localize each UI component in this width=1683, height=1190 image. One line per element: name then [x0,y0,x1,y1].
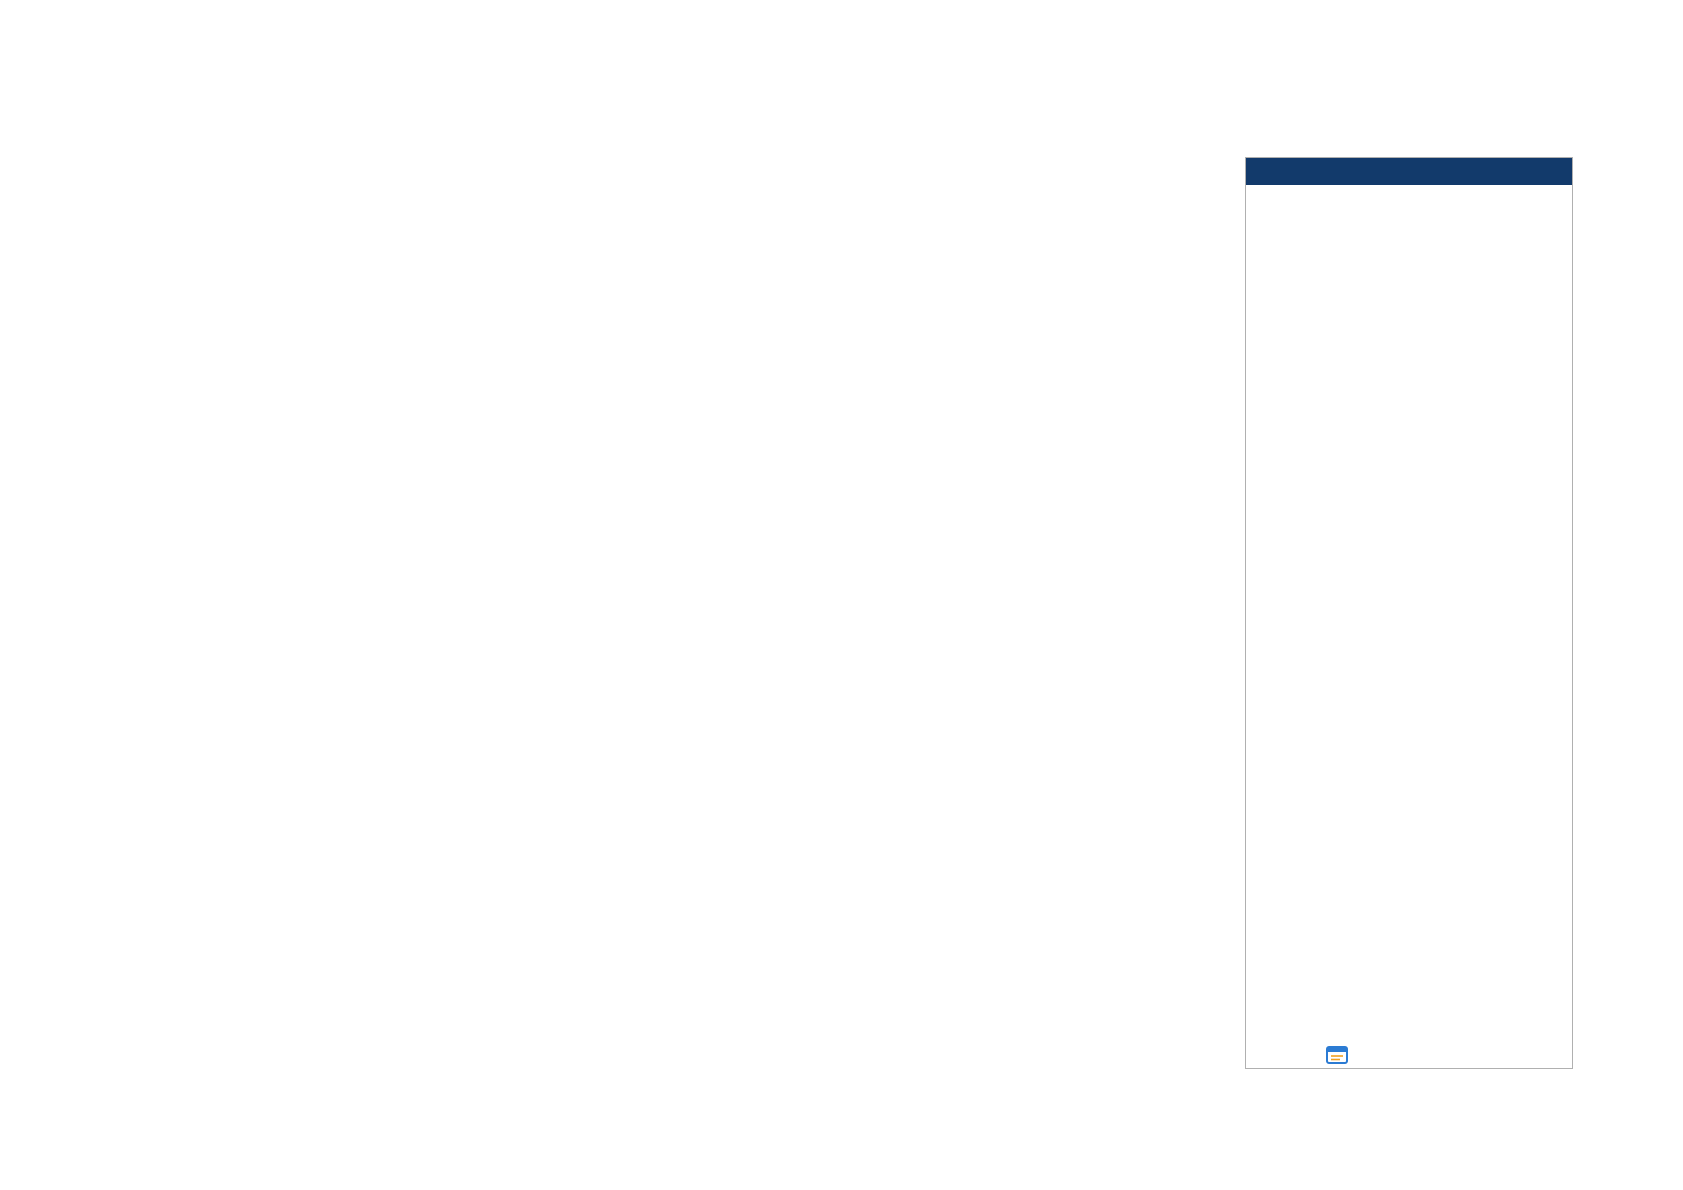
holiday-list-panel [1245,157,1573,1069]
calendar-logo-icon [1326,1045,1350,1065]
calendarlabs-logo [1326,1044,1354,1066]
holiday-list-header [1246,158,1572,185]
